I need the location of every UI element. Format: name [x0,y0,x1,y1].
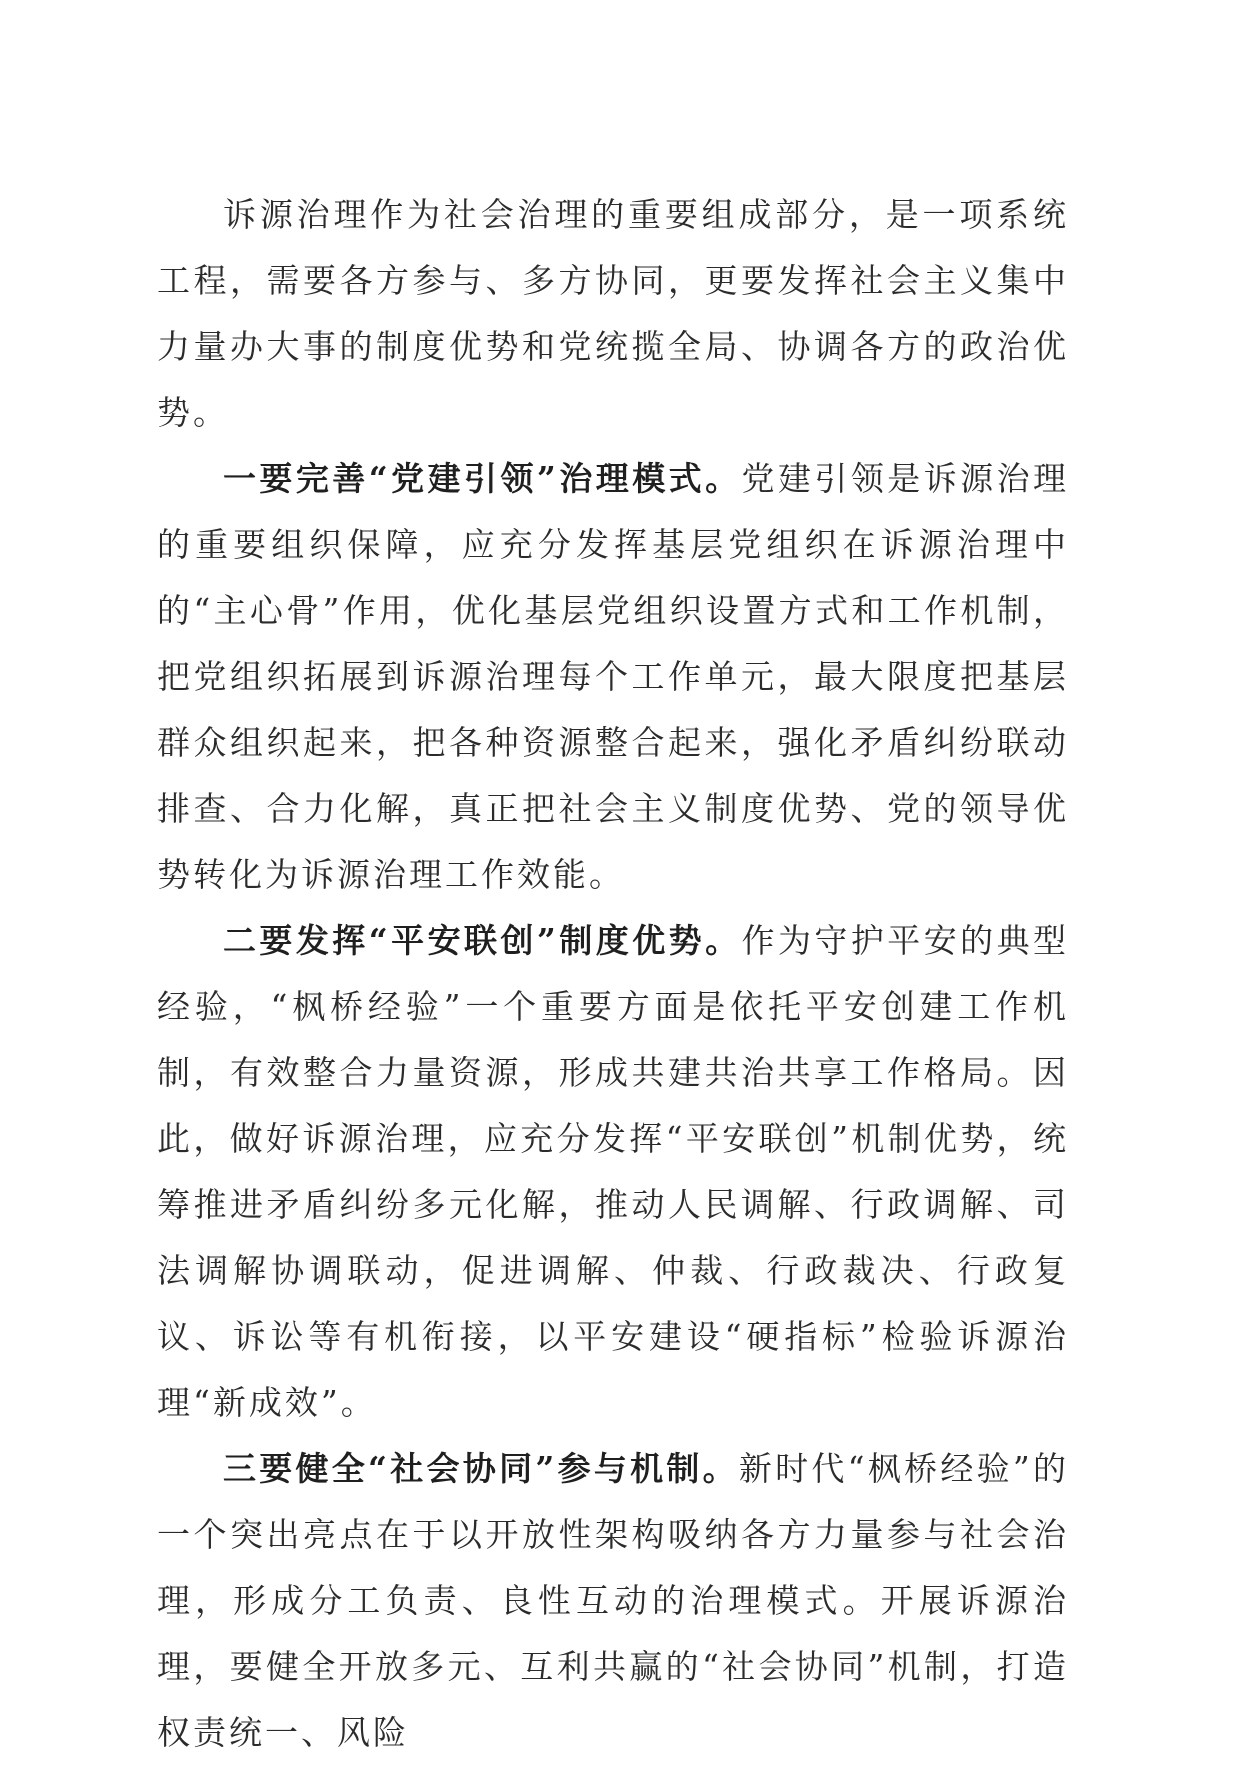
section-3-heading: 三要健全“社会协同”参与机制。 [223,1449,739,1488]
section-2-heading: 二要发挥“平安联创”制度优势。 [223,921,742,960]
section-2-body: 作为守护平安的典型经验，“枫桥经验”一个重要方面是依托平安创建工作机制，有效整合力量资源，形成共建共治共享工作格局。因此，做好诉源治理，应充分发挥“平安联创”机制优势，统筹推进矛盾纠纷多元化解，推动人民调解、行政调解、司法调解协调联动，促进调解、仲裁、行政裁决、行政复议、诉讼等有机衔接，以平安建设“硬指标”检验诉源治理“新成效”。 [157,921,1070,1422]
section-1-paragraph [157,446,1069,908]
section-1-heading: 一要完善“党建引领”治理模式。 [223,459,742,498]
section-1-body: 党建引领是诉源治理的重要组织保障，应充分发挥基层党组织在诉源治理中的“主心骨”作用，优化基层党组织设置方式和工作机制，把党组织拓展到诉源治理每个工作单元，最大限度把基层群众组织起来，把各种资源整合起来，强化矛盾纠纷联动排查、合力化解，真正把社会主义制度优势、党的领导优势转化为诉源治理工作效能。 [157,459,1070,894]
section-3-paragraph [157,1436,1069,1766]
document-body [157,182,1069,1766]
section-2-paragraph [157,908,1069,1436]
section-3-body: 新时代“枫桥经验”的一个突出亮点在于以开放性架构吸纳各方力量参与社会治理，形成分工负责、良性互动的治理模式。开展诉源治理，要健全开放多元、互利共赢的“社会协同”机制，打造权责统一、风险 [157,1449,1069,1752]
intro-paragraph: 诉源治理作为社会治理的重要组成部分，是一项系统工程，需要各方参与、多方协同，更要发挥社会主义集中力量办大事的制度优势和党统揽全局、协调各方的政治优势。 [157,195,1069,432]
